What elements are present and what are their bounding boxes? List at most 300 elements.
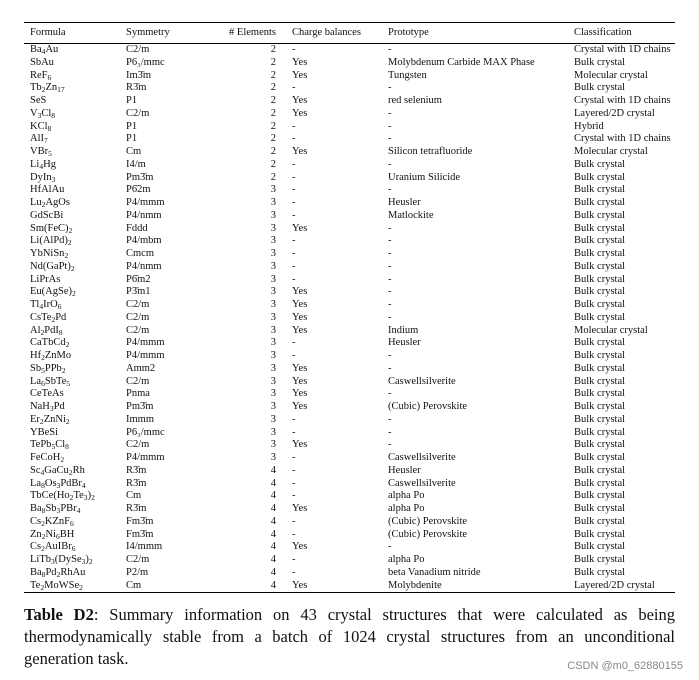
formula-part: Sb	[45, 503, 57, 514]
formula-subscript: 2	[41, 518, 45, 528]
cell-classification: Bulk crystal	[574, 197, 626, 208]
cell-classification: Crystal with 1D chains	[574, 133, 671, 145]
cell-formula	[24, 439, 120, 452]
formula-part: Cl	[41, 107, 52, 119]
cell-formula	[24, 414, 120, 427]
table-row	[24, 133, 675, 146]
cell-prototype: -	[388, 388, 392, 400]
cell-symmetry: P4/mbm	[126, 235, 162, 247]
cell-charge-balances: -	[292, 120, 296, 132]
cell-classification: Bulk crystal	[574, 554, 626, 565]
cell-symmetry: P4/mmm	[126, 197, 165, 208]
formula-part: Tl	[30, 299, 40, 310]
cell-charge-balances: -	[292, 197, 296, 208]
cell-charge-balances: -	[292, 273, 296, 285]
cell-classification: Bulk crystal	[574, 260, 626, 272]
formula-part: )	[85, 554, 89, 565]
cell-formula	[24, 529, 120, 542]
formula-subscript: 2	[67, 238, 72, 248]
cell-charge-balances: Yes	[292, 222, 308, 234]
table-row	[24, 70, 675, 83]
formula-part: (DySe	[54, 554, 82, 565]
formula-subscript: 4	[76, 505, 81, 515]
cell-symmetry: P1	[126, 95, 138, 106]
cell-prototype: -	[388, 44, 392, 55]
formula-part: PBr	[60, 503, 77, 514]
formula-subscript: 6	[71, 544, 76, 554]
cell-formula	[24, 312, 120, 325]
formula-part: Nd(GaPt)	[30, 260, 71, 272]
cell-elements: 4	[270, 566, 276, 578]
formula-subscript: 2	[68, 225, 73, 235]
cell-prototype: Heusler	[388, 464, 421, 476]
table-row	[24, 286, 675, 299]
formula-part: Ba	[30, 503, 42, 514]
cell-prototype: -	[388, 107, 392, 119]
cell-charge-balances: -	[292, 464, 296, 476]
table-row	[24, 337, 675, 350]
formula-subscript: 8	[41, 505, 46, 515]
formula-subscript: 2	[61, 365, 66, 375]
cell-classification: Bulk crystal	[574, 171, 626, 183]
formula-part: IrO	[43, 299, 58, 310]
table-row	[24, 439, 675, 452]
table-row	[24, 121, 675, 134]
formula-subscript: 2	[41, 544, 45, 554]
table-row	[24, 452, 675, 465]
formula-part: Zn	[30, 528, 42, 540]
formula-part: CeTeAs	[30, 388, 64, 400]
cell-charge-balances: -	[292, 44, 296, 55]
cell-classification: Molecular crystal	[574, 146, 648, 157]
cell-classification: Crystal with 1D chains	[574, 95, 671, 106]
cell-charge-balances: -	[292, 235, 296, 247]
cell-classification: Bulk crystal	[574, 273, 626, 285]
formula-part: Te	[30, 579, 41, 591]
cell-symmetry: Amm2	[126, 362, 156, 374]
cell-formula	[24, 159, 120, 172]
formula-subscript: 2	[79, 582, 83, 592]
formula-subscript: 6	[55, 531, 60, 541]
table-row	[24, 490, 675, 503]
cell-charge-balances: Yes	[292, 503, 308, 514]
table-row	[24, 325, 675, 338]
formula-subscript: 3	[56, 480, 61, 490]
cell-elements: 3	[270, 222, 276, 234]
cell-classification: Layered/2D crystal	[574, 107, 655, 119]
formula-part: LiPrAs	[30, 273, 61, 285]
formula-subscript: 3	[49, 403, 54, 413]
cell-charge-balances: Yes	[292, 311, 308, 323]
cell-formula	[24, 274, 120, 287]
formula-subscript: 8	[41, 480, 45, 490]
cell-symmetry: P3̄m1	[126, 286, 151, 298]
formula-subscript: 3	[51, 174, 56, 184]
cell-symmetry: P4/mmm	[126, 452, 165, 463]
formula-part: Er	[30, 413, 40, 425]
cell-formula	[24, 108, 120, 121]
cell-charge-balances: Yes	[292, 375, 308, 387]
formula-part: AlI	[30, 133, 44, 145]
cell-classification: Bulk crystal	[574, 362, 626, 374]
cell-formula	[24, 516, 120, 529]
table-row	[24, 376, 675, 389]
cell-symmetry: P4/mmm	[126, 337, 165, 349]
table-row	[24, 261, 675, 274]
cell-classification: Bulk crystal	[574, 350, 626, 361]
cell-elements: 3	[270, 439, 276, 451]
cell-charge-balances: -	[292, 350, 296, 361]
table-row	[24, 554, 675, 567]
cell-charge-balances: -	[292, 337, 296, 349]
cell-classification: Bulk crystal	[574, 426, 626, 438]
cell-prototype: -	[388, 248, 392, 259]
cell-classification: Bulk crystal	[574, 158, 626, 170]
cell-formula	[24, 388, 120, 401]
cell-symmetry: Cmcm	[126, 248, 154, 259]
cell-elements: 3	[270, 337, 276, 349]
cell-classification: Bulk crystal	[574, 528, 626, 540]
cell-prototype: -	[388, 350, 392, 361]
cell-elements: 2	[270, 120, 276, 132]
cell-symmetry: R3̄m	[126, 82, 147, 94]
cell-charge-balances: -	[292, 209, 296, 221]
formula-subscript: 6	[69, 518, 74, 528]
cell-classification: Molecular crystal	[574, 324, 648, 336]
table-row	[24, 108, 675, 121]
cell-elements: 4	[270, 490, 276, 502]
formula-part: KZnF	[44, 515, 70, 527]
cell-charge-balances: Yes	[292, 324, 308, 336]
cell-charge-balances: -	[292, 554, 296, 565]
cell-symmetry: Fm3̄m	[126, 515, 154, 527]
cell-symmetry: P6₃/mmc	[126, 56, 165, 68]
cell-formula	[24, 95, 120, 108]
table-row	[24, 223, 675, 236]
cell-charge-balances: Yes	[292, 362, 308, 374]
cell-elements: 3	[270, 286, 276, 298]
cell-elements: 4	[270, 554, 276, 565]
formula-part: Sm(FeC)	[30, 222, 69, 234]
cell-elements: 3	[270, 311, 276, 323]
cell-classification: Bulk crystal	[574, 222, 626, 234]
formula-part: Eu(AgSe)	[30, 286, 72, 298]
formula-subscript: 8	[51, 110, 56, 120]
formula-part: Hf	[30, 350, 42, 361]
cell-prototype: -	[388, 311, 392, 323]
formula-part: Os	[44, 477, 57, 489]
cell-formula	[24, 223, 120, 236]
cell-classification: Bulk crystal	[574, 82, 626, 94]
caption-label: Table D2	[24, 605, 94, 624]
cell-elements: 3	[270, 324, 276, 336]
caption-text: : Summary information on 43 crystal structures that were calculated as being thermodynamically stable from a batch of 1024 crystal structures from an unconditional generation task.	[24, 605, 675, 668]
formula-part: PdI	[44, 324, 59, 336]
formula-part: AuIBr	[44, 541, 72, 553]
formula-part: Rh	[72, 464, 85, 476]
formula-part: FeCoH	[30, 452, 61, 463]
cell-charge-balances: -	[292, 171, 296, 183]
formula-subscript: 2	[40, 582, 45, 592]
cell-formula	[24, 146, 120, 159]
table-row	[24, 465, 675, 478]
formula-subscript: 2	[41, 199, 46, 209]
formula-part: Te	[73, 490, 84, 502]
cell-charge-balances: -	[292, 426, 296, 438]
formula-part: Cl	[55, 439, 66, 451]
formula-part: Cs	[30, 541, 42, 553]
header-symmetry: Symmetry	[126, 27, 170, 38]
cell-elements: 3	[270, 209, 276, 221]
cell-classification: Hybrid	[574, 120, 604, 132]
table-row	[24, 350, 675, 363]
cell-classification: Bulk crystal	[574, 503, 626, 514]
formula-part: LiTb	[30, 554, 51, 565]
crystal-summary-table	[24, 22, 675, 593]
formula-part: Al	[30, 324, 41, 336]
cell-elements: 4	[270, 464, 276, 476]
formula-part: ZnNi	[43, 413, 66, 425]
cell-formula	[24, 133, 120, 146]
cell-symmetry: C2/m	[126, 375, 150, 387]
cell-formula	[24, 465, 120, 478]
table-row	[24, 478, 675, 491]
cell-charge-balances: Yes	[292, 146, 308, 157]
cell-prototype: -	[388, 222, 392, 234]
formula-part: AgOs	[45, 197, 70, 208]
cell-classification: Bulk crystal	[574, 452, 626, 463]
cell-prototype: red selenium	[388, 95, 442, 106]
formula-subscript: 3	[37, 110, 42, 120]
formula-subscript: 5	[51, 442, 56, 452]
cell-charge-balances: -	[292, 477, 296, 489]
formula-subscript: 2	[65, 340, 70, 350]
cell-symmetry: C2/m	[126, 439, 150, 451]
cell-formula	[24, 337, 120, 350]
formula-subscript: 2	[68, 467, 73, 477]
table-row	[24, 363, 675, 376]
formula-subscript: 2	[60, 454, 65, 464]
cell-charge-balances: -	[292, 528, 296, 540]
formula-part: YbNiSn	[30, 248, 65, 259]
cell-symmetry: Immm	[126, 413, 154, 425]
cell-elements: 3	[270, 401, 276, 412]
table-row	[24, 159, 675, 172]
cell-prototype: (Cubic) Perovskite	[388, 528, 468, 540]
formula-subscript: 8	[41, 569, 46, 579]
cell-formula	[24, 70, 120, 83]
formula-part: TbCe(Ho	[30, 490, 70, 502]
header-prototype: Prototype	[388, 27, 429, 38]
cell-formula	[24, 554, 120, 567]
cell-formula	[24, 248, 120, 261]
cell-classification: Bulk crystal	[574, 209, 626, 221]
formula-part: BH	[59, 528, 75, 540]
cell-elements: 2	[270, 158, 276, 170]
header-row	[24, 23, 675, 44]
cell-elements: 4	[270, 477, 276, 489]
cell-formula	[24, 57, 120, 70]
formula-part: La	[30, 375, 42, 387]
formula-part: Au	[45, 44, 59, 55]
cell-symmetry: P1	[126, 133, 138, 145]
cell-charge-balances: Yes	[292, 69, 308, 81]
formula-subscript: 2	[39, 416, 44, 426]
cell-charge-balances: Yes	[292, 286, 308, 298]
table-row	[24, 184, 675, 197]
cell-prototype: Silicon tetrafluoride	[388, 146, 473, 157]
formula-part: Li	[30, 158, 40, 170]
cell-symmetry: P4/nmm	[126, 209, 162, 221]
cell-prototype: -	[388, 286, 392, 298]
formula-part: Pd	[45, 566, 57, 578]
formula-subscript: 2	[72, 289, 76, 299]
table-row	[24, 197, 675, 210]
cell-charge-balances: -	[292, 82, 296, 94]
header-charge-balances: Charge balances	[292, 27, 361, 38]
cell-formula	[24, 503, 120, 516]
cell-prototype: -	[388, 273, 392, 285]
cell-prototype: alpha Po	[388, 554, 425, 565]
cell-classification: Bulk crystal	[574, 477, 626, 489]
cell-prototype: -	[388, 541, 392, 553]
cell-classification: Layered/2D crystal	[574, 579, 655, 591]
formula-subscript: 8	[47, 123, 52, 133]
table-row	[24, 248, 675, 261]
formula-part: Ni	[45, 528, 56, 540]
formula-part: Ba	[30, 566, 42, 578]
formula-subscript: 2	[70, 263, 75, 273]
formula-subscript: 4	[40, 467, 45, 477]
cell-prototype: -	[388, 299, 392, 310]
cell-symmetry: C2/m	[126, 299, 150, 310]
cell-elements: 4	[270, 528, 276, 540]
formula-part: DyIn	[30, 171, 52, 183]
cell-charge-balances: Yes	[292, 439, 308, 451]
table-row	[24, 503, 675, 516]
cell-formula	[24, 490, 120, 503]
cell-formula	[24, 452, 120, 465]
cell-elements: 3	[270, 375, 276, 387]
table-row	[24, 210, 675, 223]
cell-elements: 3	[270, 273, 276, 285]
cell-elements: 3	[270, 388, 276, 400]
cell-classification: Bulk crystal	[574, 248, 626, 259]
table-row	[24, 414, 675, 427]
header-formula: Formula	[30, 27, 66, 38]
table-header	[24, 23, 675, 44]
cell-formula	[24, 580, 120, 593]
cell-elements: 2	[270, 107, 276, 119]
cell-charge-balances: -	[292, 413, 296, 425]
cell-elements: 2	[270, 146, 276, 157]
cell-formula	[24, 350, 120, 363]
cell-classification: Bulk crystal	[574, 413, 626, 425]
formula-subscript: 4	[39, 301, 44, 311]
formula-subscript: 6	[57, 301, 62, 311]
cell-charge-balances: -	[292, 566, 296, 578]
cell-formula	[24, 235, 120, 248]
formula-subscript: 5	[48, 148, 52, 158]
cell-elements: 4	[270, 503, 276, 514]
header-elements: # Elements	[229, 27, 276, 38]
table-row	[24, 580, 675, 593]
cell-elements: 3	[270, 197, 276, 208]
cell-classification: Molecular crystal	[574, 69, 648, 81]
cell-elements: 3	[270, 452, 276, 463]
cell-prototype: beta Vanadium nitride	[388, 566, 481, 578]
cell-charge-balances: Yes	[292, 107, 308, 119]
cell-elements: 2	[270, 82, 276, 94]
cell-symmetry: Fm3̄m	[126, 528, 154, 540]
table-row	[24, 274, 675, 287]
cell-symmetry: P4/mmm	[126, 350, 165, 361]
formula-part: Ba	[30, 44, 42, 55]
cell-formula	[24, 376, 120, 389]
cell-charge-balances: Yes	[292, 388, 308, 400]
cell-charge-balances: -	[292, 260, 296, 272]
formula-subscript: 3	[81, 556, 86, 566]
table-row	[24, 146, 675, 159]
cell-prototype: -	[388, 362, 392, 374]
table-row	[24, 541, 675, 554]
formula-subscript: 2	[69, 493, 74, 503]
formula-part: Lu	[30, 197, 42, 208]
formula-subscript: 2	[64, 250, 69, 260]
formula-subscript: 8	[58, 327, 63, 337]
cell-prototype: Caswellsilverite	[388, 477, 456, 489]
formula-subscript: 4	[39, 161, 44, 171]
cell-classification: Bulk crystal	[574, 515, 626, 527]
cell-prototype: -	[388, 260, 392, 272]
formula-part: PPb	[44, 362, 62, 374]
cell-elements: 4	[270, 579, 276, 591]
cell-prototype: Uranium Silicide	[388, 171, 461, 183]
cell-prototype: -	[388, 158, 392, 170]
formula-subscript: 4	[81, 480, 86, 490]
cell-classification: Bulk crystal	[574, 464, 626, 476]
cell-classification: Bulk crystal	[574, 490, 626, 502]
cell-prototype: -	[388, 235, 392, 247]
cell-symmetry: Pnma	[126, 388, 150, 400]
formula-part: CaTbCd	[30, 337, 66, 349]
cell-symmetry: R3̄m	[126, 503, 147, 514]
cell-classification: Bulk crystal	[574, 375, 626, 387]
cell-symmetry: Fddd	[126, 222, 148, 234]
formula-part: YBeSi	[30, 426, 59, 438]
cell-classification: Bulk crystal	[574, 337, 626, 349]
formula-subscript: 3	[51, 556, 55, 566]
cell-prototype: Caswellsilverite	[388, 452, 456, 463]
cell-charge-balances: -	[292, 184, 296, 196]
cell-charge-balances: -	[292, 133, 296, 145]
cell-symmetry: P1	[126, 120, 138, 132]
cell-prototype: -	[388, 133, 392, 145]
cell-formula	[24, 401, 120, 414]
table-row	[24, 82, 675, 95]
cell-formula	[24, 210, 120, 223]
formula-subscript: 8	[65, 442, 69, 452]
formula-part: ZnMo	[44, 350, 72, 361]
cell-symmetry: Cm	[126, 579, 142, 591]
cell-prototype: Tungsten	[388, 69, 427, 81]
table-row	[24, 388, 675, 401]
cell-formula	[24, 184, 120, 197]
formula-part: Cs	[30, 515, 42, 527]
formula-subscript: 2	[91, 493, 95, 503]
formula-part: Zn	[45, 82, 58, 94]
cell-prototype: -	[388, 439, 392, 451]
